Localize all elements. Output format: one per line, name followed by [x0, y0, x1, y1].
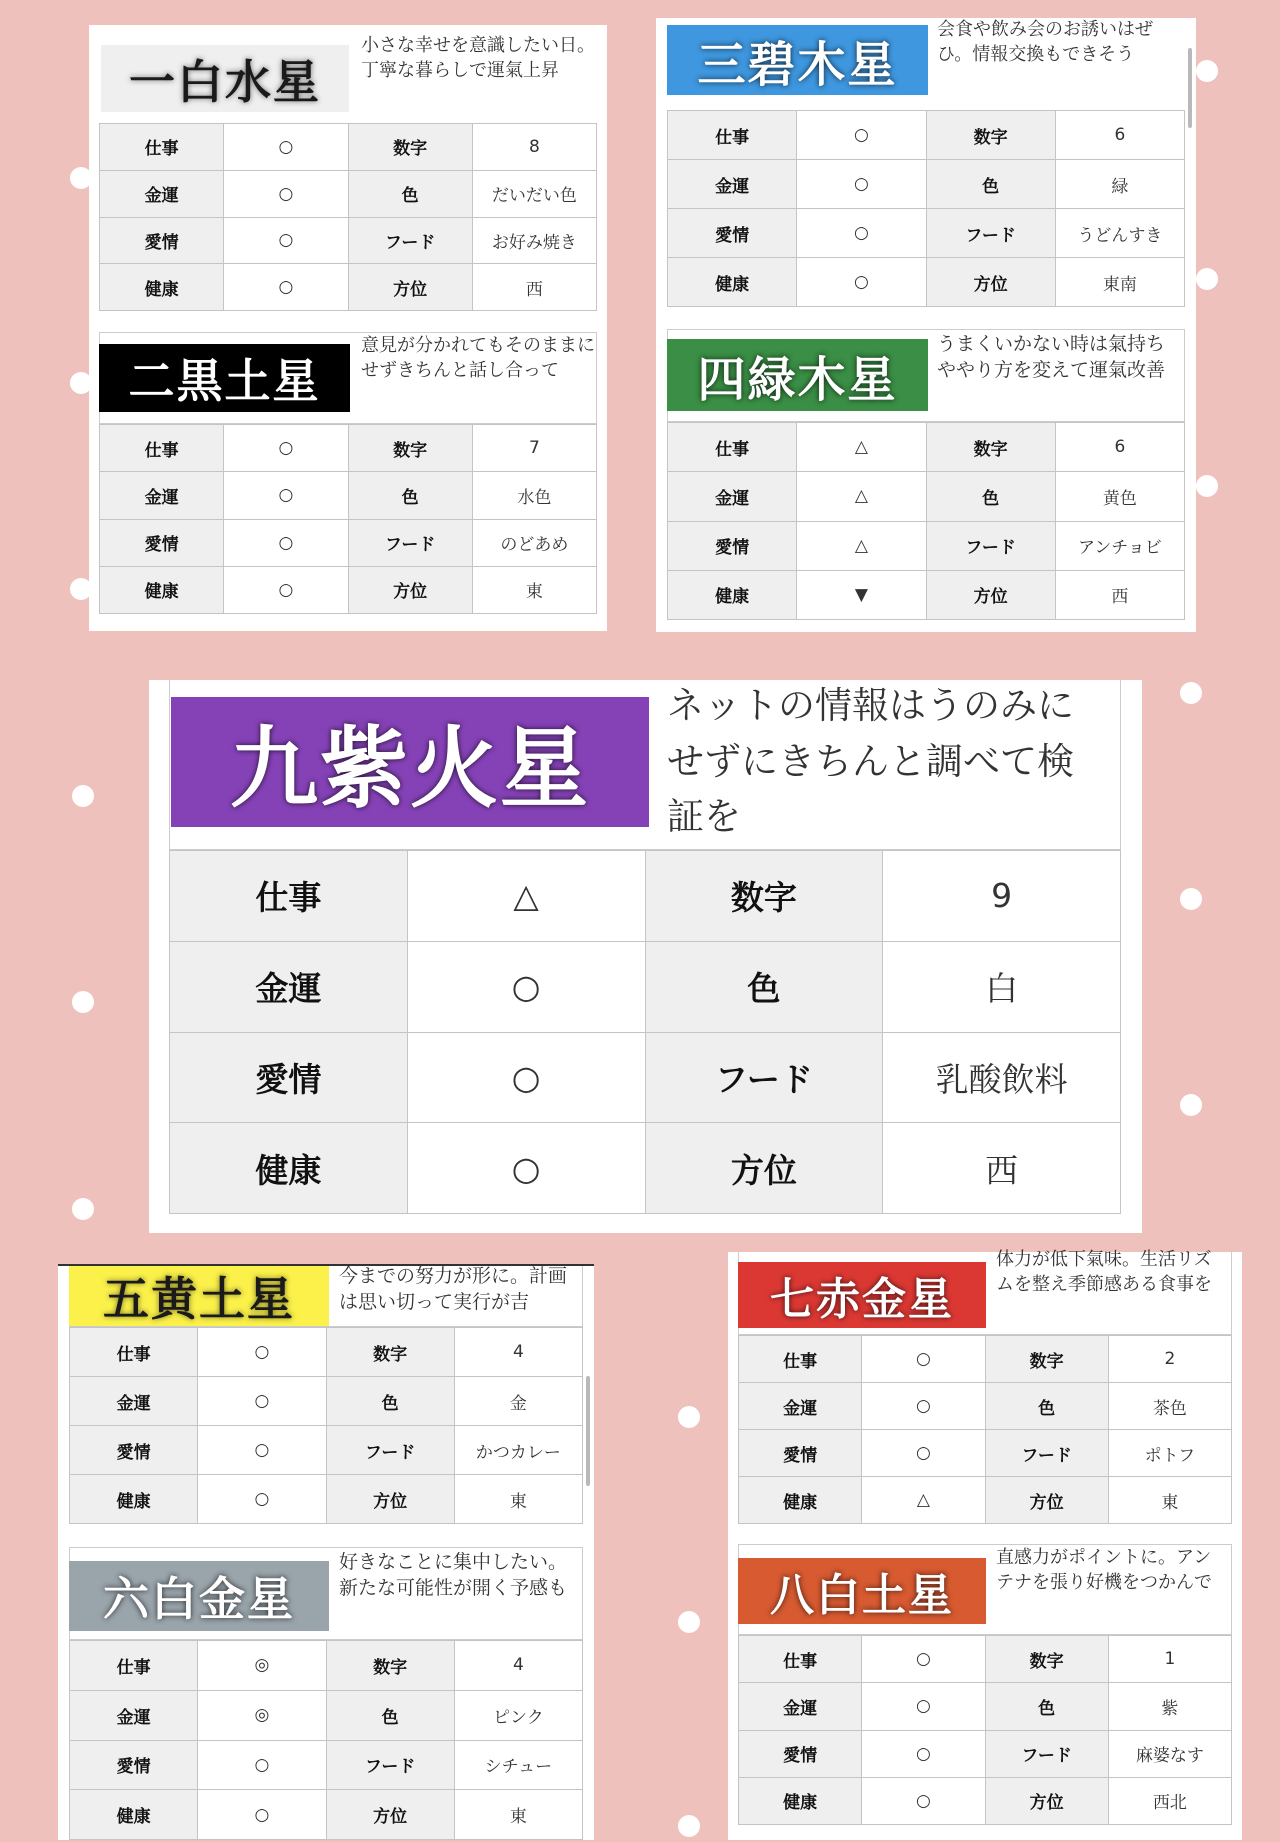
- table-row: [668, 570, 1185, 619]
- decor-dot: [678, 1611, 700, 1633]
- value-color: 金: [454, 1377, 582, 1426]
- decor-dot: [1180, 888, 1202, 910]
- table-row: [739, 1777, 1232, 1824]
- value-health: ▼: [797, 570, 926, 619]
- value-color: 茶色: [1108, 1383, 1231, 1430]
- star-message: ネットの情報はうのみにせずにきちんと調べて検証を: [667, 684, 1074, 838]
- card-roppaku: [69, 1547, 583, 1842]
- value-money: ○: [862, 1683, 985, 1730]
- card-jikoku: [99, 332, 597, 614]
- label-money: 金運: [668, 472, 797, 521]
- label-direction: 方位: [348, 566, 472, 613]
- card-goou: [69, 1266, 583, 1524]
- label-color: 色: [326, 1377, 454, 1426]
- label-love: 愛情: [70, 1426, 198, 1475]
- value-number: 6: [1055, 111, 1184, 160]
- table-row: [70, 1475, 583, 1524]
- decor-dot: [678, 1815, 700, 1837]
- star-message: 好きなことに集中したい。新たな可能性が開く予感も: [339, 1551, 568, 1600]
- table-row: [170, 851, 1121, 942]
- table-row: [100, 566, 597, 613]
- value-food: シチュー: [454, 1740, 582, 1790]
- value-color: 黄色: [1055, 472, 1184, 521]
- value-food: のどあめ: [472, 519, 596, 566]
- decor-dot: [72, 1198, 94, 1220]
- star-table: [169, 850, 1121, 1214]
- card-shiroku: [667, 329, 1185, 624]
- label-health: 健康: [70, 1475, 198, 1524]
- table-row: [70, 1377, 583, 1426]
- table-row: [100, 425, 597, 472]
- card-sanpeki: [667, 20, 1185, 307]
- table-row: [739, 1430, 1232, 1477]
- value-food: ポトフ: [1108, 1430, 1231, 1477]
- value-health: ○: [224, 566, 348, 613]
- value-number: 1: [1108, 1636, 1231, 1683]
- table-row: [739, 1683, 1232, 1730]
- value-work: ○: [198, 1328, 326, 1377]
- value-money: ○: [407, 941, 645, 1032]
- star-table: [69, 1640, 583, 1840]
- star-table: [667, 110, 1185, 307]
- label-work: 仕事: [668, 423, 797, 472]
- value-money: ◎: [198, 1690, 326, 1740]
- table-row: [70, 1426, 583, 1475]
- value-health: ○: [797, 258, 926, 307]
- value-money: ○: [862, 1383, 985, 1430]
- table-row: [70, 1740, 583, 1790]
- star-table: [99, 123, 597, 311]
- value-color: ピンク: [454, 1690, 582, 1740]
- value-love: ○: [407, 1032, 645, 1123]
- label-food: フード: [326, 1426, 454, 1475]
- value-direction: 東: [454, 1475, 582, 1524]
- value-health: ○: [862, 1777, 985, 1824]
- label-direction: 方位: [926, 570, 1055, 619]
- label-direction: 方位: [645, 1123, 883, 1214]
- label-color: 色: [926, 472, 1055, 521]
- table-row: [100, 472, 597, 519]
- value-health: ○: [224, 264, 348, 311]
- label-direction: 方位: [326, 1475, 454, 1524]
- label-number: 数字: [985, 1636, 1108, 1683]
- label-number: 数字: [926, 111, 1055, 160]
- label-food: フード: [926, 521, 1055, 570]
- value-work: ○: [224, 425, 348, 472]
- value-number: 6: [1055, 423, 1184, 472]
- value-color: 水色: [472, 472, 596, 519]
- label-food: フード: [926, 209, 1055, 258]
- label-health: 健康: [100, 566, 224, 613]
- value-number: 8: [472, 124, 596, 171]
- panel-top-right: [656, 18, 1196, 632]
- label-color: 色: [985, 1383, 1108, 1430]
- table-row: [100, 264, 597, 311]
- value-number: 2: [1108, 1336, 1231, 1383]
- table-row: [739, 1336, 1232, 1383]
- label-direction: 方位: [926, 258, 1055, 307]
- card-happaku: [738, 1544, 1232, 1828]
- table-row: [739, 1477, 1232, 1524]
- label-money: 金運: [739, 1383, 862, 1430]
- label-health: 健康: [739, 1477, 862, 1524]
- value-work: ○: [862, 1636, 985, 1683]
- value-work: △: [407, 851, 645, 942]
- label-health: 健康: [668, 570, 797, 619]
- value-love: ○: [862, 1430, 985, 1477]
- label-love: 愛情: [739, 1430, 862, 1477]
- panel-center: [149, 680, 1142, 1233]
- card-ippaku: [99, 32, 597, 311]
- value-money: ○: [797, 160, 926, 209]
- label-food: フード: [348, 519, 472, 566]
- label-number: 数字: [926, 423, 1055, 472]
- table-row: [668, 111, 1185, 160]
- value-direction: 西: [883, 1123, 1121, 1214]
- value-food: アンチョビ: [1055, 521, 1184, 570]
- table-row: [668, 209, 1185, 258]
- label-work: 仕事: [100, 425, 224, 472]
- value-work: ○: [862, 1336, 985, 1383]
- value-color: 白: [883, 941, 1121, 1032]
- value-money: ○: [224, 472, 348, 519]
- label-health: 健康: [739, 1777, 862, 1824]
- value-money: △: [797, 472, 926, 521]
- value-direction: 東: [472, 566, 596, 613]
- label-love: 愛情: [739, 1730, 862, 1777]
- label-direction: 方位: [985, 1477, 1108, 1524]
- scrollbar-thumb[interactable]: [586, 1376, 590, 1486]
- label-love: 愛情: [70, 1740, 198, 1790]
- value-food: お好み焼き: [472, 217, 596, 264]
- label-money: 金運: [100, 170, 224, 217]
- label-number: 数字: [326, 1328, 454, 1377]
- value-health: ○: [198, 1475, 326, 1524]
- star-badge: 一白水星: [101, 45, 349, 112]
- value-color: 紫: [1108, 1683, 1231, 1730]
- label-health: 健康: [100, 264, 224, 311]
- value-food: かつカレー: [454, 1426, 582, 1475]
- star-message: 意見が分かれてもそのままにせずきちんと話し合って: [361, 335, 595, 381]
- panel-bottom-right: [728, 1249, 1242, 1840]
- value-number: 7: [472, 425, 596, 472]
- table-row: [170, 1032, 1121, 1123]
- value-direction: 西: [1055, 570, 1184, 619]
- label-love: 愛情: [170, 1032, 408, 1123]
- value-direction: 東: [1108, 1477, 1231, 1524]
- star-badge: 八白土星: [738, 1558, 986, 1624]
- label-money: 金運: [70, 1690, 198, 1740]
- value-food: 乳酸飲料: [883, 1032, 1121, 1123]
- value-love: ○: [797, 209, 926, 258]
- label-food: フード: [326, 1740, 454, 1790]
- card-kyushi: [169, 680, 1121, 1212]
- panel-bottom-left: [58, 1264, 594, 1840]
- value-color: だいだい色: [472, 170, 596, 217]
- label-love: 愛情: [100, 217, 224, 264]
- star-message: うまくいかない時は氣持ちややり方を変えて運氣改善: [937, 333, 1166, 382]
- label-color: 色: [348, 472, 472, 519]
- star-message: 会食や飲み会のお誘いはぜひ。情報交換もできそう: [937, 19, 1153, 65]
- label-money: 金運: [739, 1683, 862, 1730]
- star-badge: 二黒土星: [99, 344, 350, 412]
- decor-dot: [1196, 60, 1218, 82]
- label-food: フード: [985, 1730, 1108, 1777]
- star-table: [738, 1635, 1232, 1825]
- label-work: 仕事: [70, 1641, 198, 1691]
- label-health: 健康: [70, 1790, 198, 1840]
- star-table: [738, 1335, 1232, 1524]
- label-direction: 方位: [985, 1777, 1108, 1824]
- table-row: [170, 1123, 1121, 1214]
- value-work: ○: [797, 111, 926, 160]
- label-direction: 方位: [326, 1790, 454, 1840]
- label-work: 仕事: [70, 1328, 198, 1377]
- panel-top-left: [89, 25, 607, 631]
- table-row: [668, 521, 1185, 570]
- label-number: 数字: [348, 425, 472, 472]
- value-number: 9: [883, 851, 1121, 942]
- table-row: [70, 1790, 583, 1840]
- label-color: 色: [645, 941, 883, 1032]
- table-row: [739, 1636, 1232, 1683]
- card-shichiseki: [738, 1249, 1232, 1524]
- table-row: [70, 1641, 583, 1691]
- value-color: 緑: [1055, 160, 1184, 209]
- star-message: 小さな幸せを意識したい日。丁寧な暮らしで運氣上昇: [361, 35, 595, 81]
- value-work: ○: [224, 124, 348, 171]
- decor-dot: [72, 991, 94, 1013]
- table-row: [170, 941, 1121, 1032]
- label-money: 金運: [70, 1377, 198, 1426]
- value-number: 4: [454, 1328, 582, 1377]
- label-money: 金運: [668, 160, 797, 209]
- value-work: △: [797, 423, 926, 472]
- table-row: [739, 1383, 1232, 1430]
- value-love: ○: [224, 217, 348, 264]
- table-row: [739, 1730, 1232, 1777]
- table-row: [100, 519, 597, 566]
- value-money: ○: [224, 170, 348, 217]
- star-message: 体力が低下氣味。生活リズムを整え季節感ある食事を: [996, 1249, 1212, 1295]
- star-badge: 六白金星: [69, 1561, 329, 1631]
- star-badge: 九紫火星: [171, 697, 649, 827]
- label-color: 色: [348, 170, 472, 217]
- star-badge: 三碧木星: [667, 25, 928, 95]
- value-food: 麻婆なす: [1108, 1730, 1231, 1777]
- table-row: [668, 472, 1185, 521]
- label-direction: 方位: [348, 264, 472, 311]
- label-work: 仕事: [668, 111, 797, 160]
- label-number: 数字: [326, 1641, 454, 1691]
- label-food: フード: [645, 1032, 883, 1123]
- star-message: 今までの努力が形に。計画は思い切って実行が吉: [339, 1265, 568, 1314]
- value-direction: 西北: [1108, 1777, 1231, 1824]
- label-health: 健康: [668, 258, 797, 307]
- label-color: 色: [985, 1683, 1108, 1730]
- star-message: 直感力がポイントに。アンテナを張り好機をつかんで: [996, 1547, 1212, 1593]
- label-work: 仕事: [739, 1336, 862, 1383]
- star-badge: 五黄土星: [69, 1266, 329, 1326]
- decor-dot: [1180, 682, 1202, 704]
- table-row: [70, 1690, 583, 1740]
- table-row: [100, 217, 597, 264]
- value-health: △: [862, 1477, 985, 1524]
- decor-dot: [1196, 475, 1218, 497]
- value-love: ○: [198, 1426, 326, 1475]
- label-number: 数字: [348, 124, 472, 171]
- label-health: 健康: [170, 1123, 408, 1214]
- label-love: 愛情: [668, 521, 797, 570]
- label-food: フード: [985, 1430, 1108, 1477]
- decor-dot: [678, 1406, 700, 1428]
- table-row: [70, 1328, 583, 1377]
- label-number: 数字: [985, 1336, 1108, 1383]
- label-number: 数字: [645, 851, 883, 942]
- star-table: [99, 424, 597, 614]
- value-love: ○: [224, 519, 348, 566]
- table-row: [100, 124, 597, 171]
- label-work: 仕事: [739, 1636, 862, 1683]
- value-love: △: [797, 521, 926, 570]
- table-row: [668, 423, 1185, 472]
- value-health: ○: [407, 1123, 645, 1214]
- star-table: [667, 422, 1185, 620]
- table-row: [668, 160, 1185, 209]
- decor-dot: [72, 785, 94, 807]
- label-work: 仕事: [100, 124, 224, 171]
- value-love: ○: [862, 1730, 985, 1777]
- label-money: 金運: [100, 472, 224, 519]
- label-work: 仕事: [170, 851, 408, 942]
- value-health: ○: [198, 1790, 326, 1840]
- value-money: ○: [198, 1377, 326, 1426]
- value-love: ○: [198, 1740, 326, 1790]
- table-row: [100, 170, 597, 217]
- value-direction: 西: [472, 264, 596, 311]
- decor-dot: [1180, 1094, 1202, 1116]
- label-love: 愛情: [100, 519, 224, 566]
- star-badge: 七赤金星: [738, 1262, 986, 1328]
- label-color: 色: [926, 160, 1055, 209]
- value-food: うどんすき: [1055, 209, 1184, 258]
- value-direction: 東南: [1055, 258, 1184, 307]
- decor-dot: [1196, 268, 1218, 290]
- value-number: 4: [454, 1641, 582, 1691]
- label-food: フード: [348, 217, 472, 264]
- table-row: [668, 258, 1185, 307]
- scrollbar-thumb[interactable]: [1188, 48, 1192, 128]
- value-work: ◎: [198, 1641, 326, 1691]
- star-badge: 四緑木星: [667, 339, 928, 411]
- label-color: 色: [326, 1690, 454, 1740]
- value-direction: 東: [454, 1790, 582, 1840]
- star-table: [69, 1327, 583, 1524]
- label-love: 愛情: [668, 209, 797, 258]
- label-money: 金運: [170, 941, 408, 1032]
